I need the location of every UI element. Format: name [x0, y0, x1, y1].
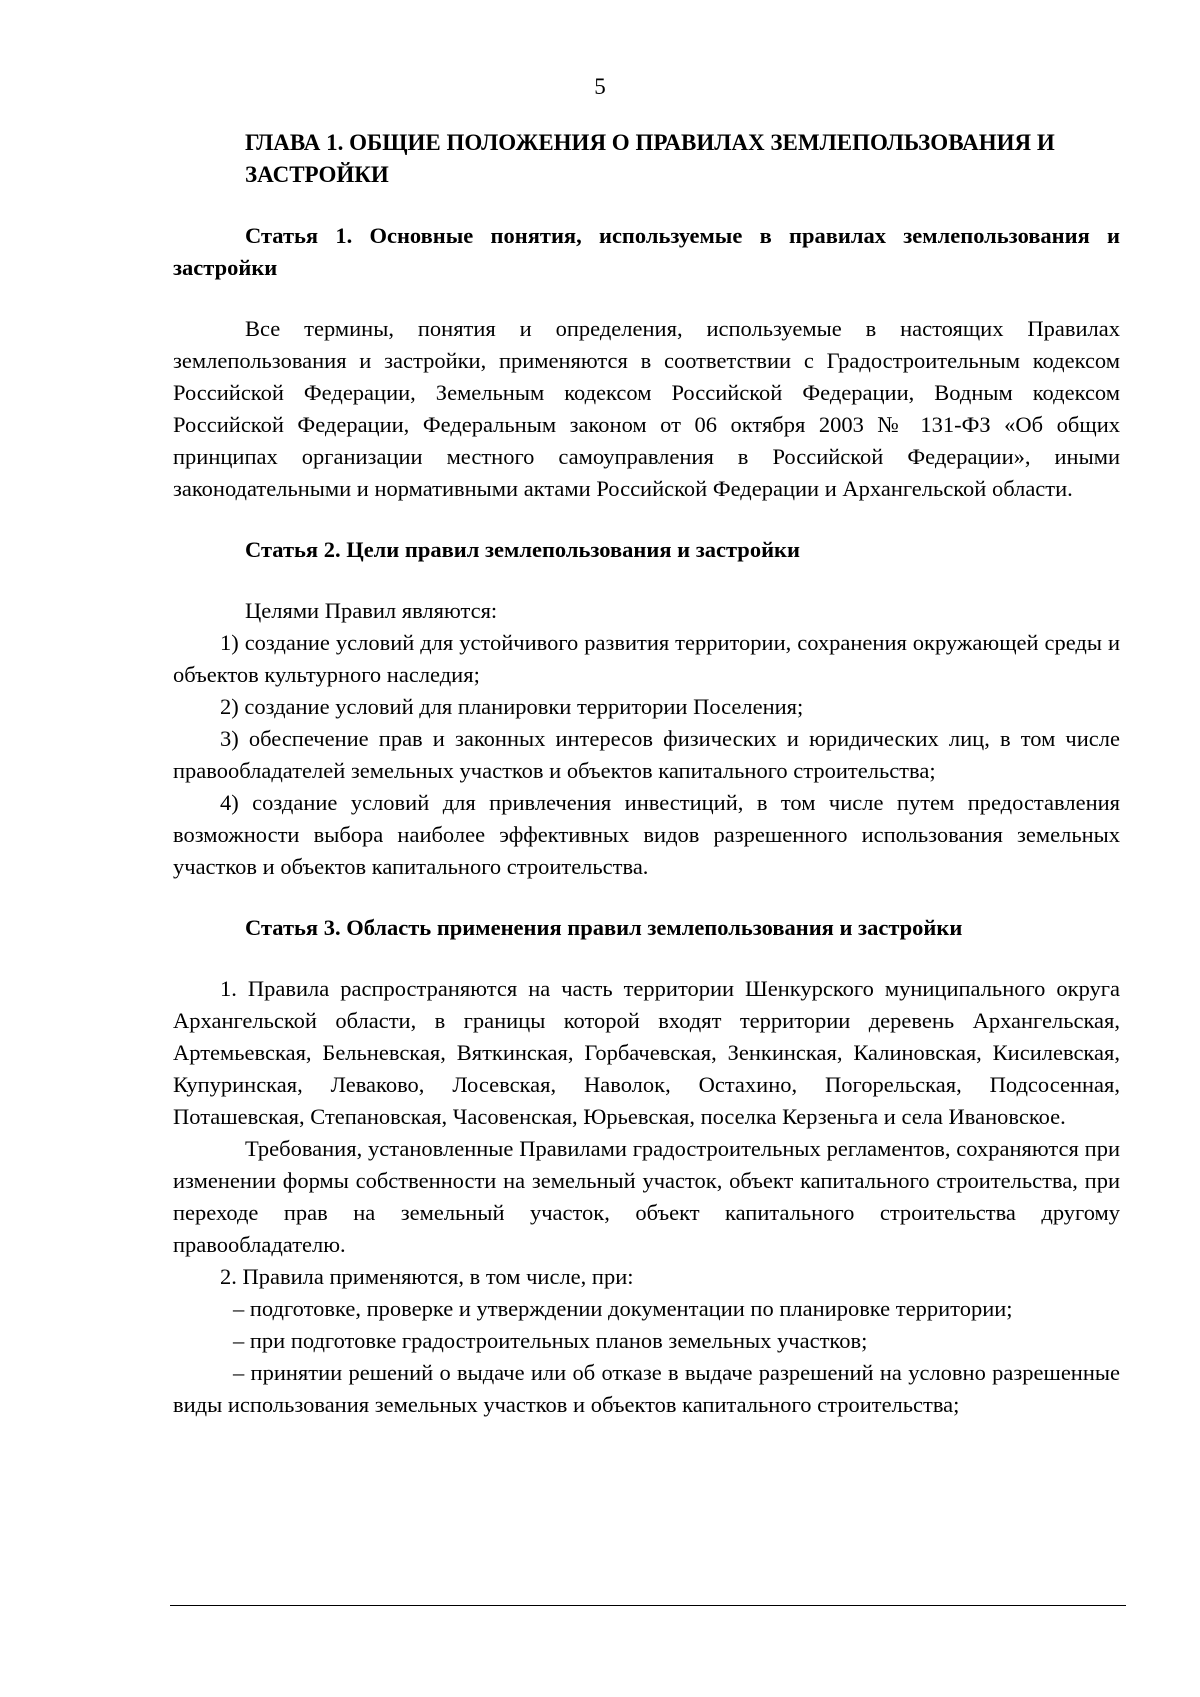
article-3-dash-item: – подготовке, проверке и утверждении документации по планировке территории;	[233, 1296, 1013, 1321]
article-3-dash-item: – принятии решений о выдаче или об отказе в выдаче разрешений на условно разрешенные виды использования земельных участков и объектов капитального строительства;	[173, 1360, 1120, 1417]
article-3-dash-item: – при подготовке градостроительных планов земельных участков;	[233, 1328, 868, 1353]
article-2-intro: Целями Правил являются:	[245, 598, 498, 623]
footer-divider	[170, 1605, 1126, 1606]
article-2-item: 1) создание условий для устойчивого развития территории, сохранения окружающей среды и объектов культурного наследия;	[173, 630, 1120, 687]
article-1-heading: Статья 1. Основные понятия, используемые в правилах землепользования и застройки	[173, 223, 1120, 280]
document-body	[173, 127, 1120, 1421]
spacer	[173, 505, 1120, 534]
spacer	[173, 191, 1120, 220]
chapter-title: ГЛАВА 1. ОБЩИЕ ПОЛОЖЕНИЯ О ПРАВИЛАХ ЗЕМЛЕПОЛЬЗОВАНИЯ И ЗАСТРОЙКИ	[245, 130, 1055, 187]
article-3-paragraph-1: 1. Правила распространяются на часть территории Шенкурского муниципального округа Архангельской области, в границы которой входят территории деревень Архангельская, Артемьевская, Бельневская, Вяткинская, Горбачевская, Зенкинская, Калиновская, Кисилевская, Купуринская, Леваково, Лосевская, Наволок, Остахино, Погорельская, Подсосенная, Поташевская, Степановская, Часовенская, Юрьевская, поселка Керзеньга и села Ивановское.	[173, 976, 1120, 1129]
spacer	[173, 566, 1120, 595]
article-3-paragraph-2: Требования, установленные Правилами градостроительных регламентов, сохраняются при изменении формы собственности на земельный участок, объект капитального строительства, при переходе прав на земельный участок, объект капитального строительства другому правообладателю.	[173, 1136, 1120, 1257]
article-2-heading: Статья 2. Цели правил землепользования и застройки	[245, 537, 800, 562]
article-3-heading: Статья 3. Область применения правил землепользования и застройки	[245, 915, 963, 940]
page-number: 5	[594, 74, 606, 99]
spacer	[173, 944, 1120, 973]
article-2-item: 2) создание условий для планировки территории Поселения;	[220, 694, 804, 719]
spacer	[173, 284, 1120, 313]
article-2-item: 4) создание условий для привлечения инвестиций, в том числе путем предоставления возможности выбора наиболее эффективных видов разрешенного использования земельных участков и объектов капитального строительства.	[173, 790, 1120, 879]
article-3-paragraph-3: 2. Правила применяются, в том числе, при:	[220, 1264, 634, 1289]
article-1-paragraph: Все термины, понятия и определения, используемые в настоящих Правилах землепользования и застройки, применяются в соответствии с Градостроительным кодексом Российской Федерации, Земельным кодексом Российской Федерации, Водным кодексом Российской Федерации, Федеральным законом от 06 октября 2003 № 131-ФЗ «Об общих принципах организации местного самоуправления в Российской Федерации», иными законодательными и нормативными актами Российской Федерации и Архангельской области.	[173, 316, 1120, 501]
article-2-item: 3) обеспечение прав и законных интересов физических и юридических лиц, в том числе правообладателей земельных участков и объектов капитального строительства;	[173, 726, 1120, 783]
spacer	[173, 883, 1120, 912]
